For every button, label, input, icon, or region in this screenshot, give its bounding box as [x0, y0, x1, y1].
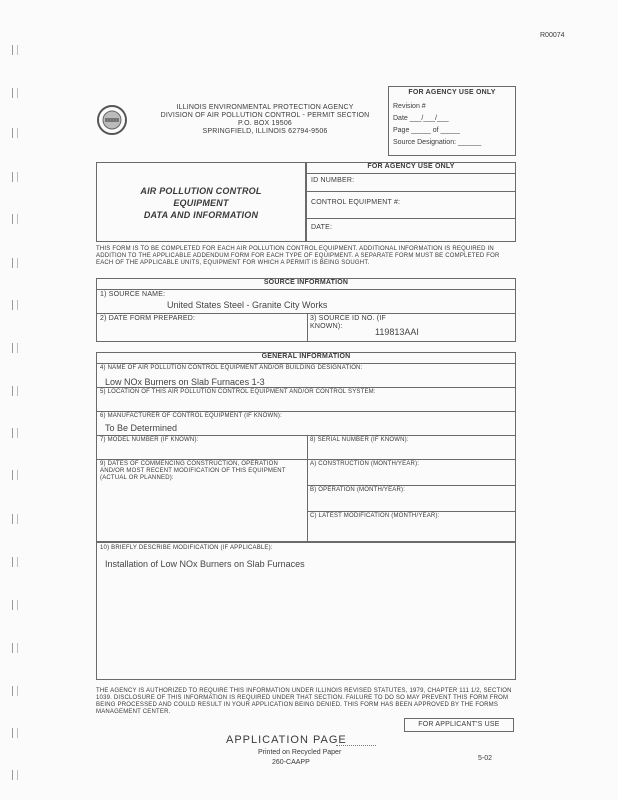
agency-only-header: FOR AGENCY USE ONLY [307, 163, 515, 174]
printed-on-recycled: Printed on Recycled Paper [258, 749, 342, 756]
date-label: DATE: [311, 224, 333, 231]
agency-seal-icon [96, 104, 128, 136]
revision-field: Revision # [393, 103, 426, 110]
page-code: 5-02 [478, 755, 493, 762]
q4-value: Low NOx Burners on Slab Furnaces 1-3 [105, 377, 265, 387]
q8-label: 8) SERIAL NUMBER (IF KNOWN): [310, 437, 409, 443]
general-information-header: GENERAL INFORMATION [97, 353, 515, 364]
q9-label: 9) DATES OF COMMENCING CONSTRUCTION, OPERATION AND/OR MOST RECENT MODIFICATION OF THIS EQUIPMENT (ACTUAL OR PLANNED): [100, 461, 286, 481]
general-information-section [96, 352, 516, 542]
modification-description-section [96, 542, 516, 680]
q10-label: 10) BRIEFLY DESCRIBE MODIFICATION (IF APPLICABLE): [100, 545, 273, 551]
source-information-section [96, 278, 516, 342]
construction-date-label: A) CONSTRUCTION (MONTH/YEAR): [310, 461, 420, 467]
document-code: R00074 [540, 32, 565, 39]
footer-notice: THE AGENCY IS AUTHORIZED TO REQUIRE THIS INFORMATION UNDER ILLINOIS REVISED STATUTES, 1979, CHAPTER 111 1/2, SECTION 1039. DISCLOSURE OF THIS INFORMATION IS REQUIRED UNDER THAT SECTION. FAILURE TO DO SO MAY PREVENT THIS FORM FROM BEING PROCESSED AND COULD RESULT IN YOUR APPLICATION BEING DENIED. THIS FORM HAS BEEN APPROVED BY THE FORMS MANAGEMENT CENTER. [96, 688, 512, 715]
agency-address: ILLINOIS ENVIRONMENTAL PROTECTION AGENCY DIVISION OF AIR POLLUTION CONTROL - PERMIT SECTION P.O. BOX 19506 SPRINGFIELD, ILLINOIS 62794-9506 [160, 104, 370, 135]
q4-label: 4) NAME OF AIR POLLUTION CONTROL EQUIPMENT AND/OR BUILDING DESIGNATION: [100, 365, 363, 371]
form-number: 260-CAAPP [272, 759, 310, 766]
q10-value: Installation of Low NOx Burners on Slab Furnaces [105, 559, 305, 569]
form-title-line-2: EQUIPMENT [173, 198, 229, 208]
operation-date-label: B) OPERATION (MONTH/YEAR): [310, 487, 406, 493]
instructions-text: THIS FORM IS TO BE COMPLETED FOR EACH AIR POLLUTION CONTROL EQUIPMENT. ADDITIONAL INFORMATION IS REQUIRED IN ADDITION TO THE APPLICABLE ADDENDUM FORM FOR EACH TYPE OF EQUIPMENT. A SEPARATE FORM MUST BE COMPLETED FOR EACH OF THE APPLICABLE UNITS, EQUIPMENT FOR WHICH A PERMIT IS BEING SOUGHT. [96, 246, 500, 266]
agency-use-title: FOR AGENCY USE ONLY [408, 89, 496, 96]
agency-only-box [306, 162, 516, 242]
q5-label: 5) LOCATION OF THIS AIR POLLUTION CONTROL EQUIPMENT AND/OR CONTROL SYSTEM: [100, 389, 376, 395]
agency-use-box [388, 86, 516, 156]
q6-value: To Be Determined [105, 423, 178, 433]
source-id-value: 119813AAI [375, 327, 419, 337]
application-page-title: APPLICATION PAGE [226, 734, 347, 746]
date-field: Date ___/___/___ [393, 115, 449, 122]
source-name-label: 1) SOURCE NAME: [100, 291, 166, 298]
control-equipment-label: CONTROL EQUIPMENT #: [311, 199, 401, 206]
date-form-prepared-label: 2) DATE FORM PREPARED: [100, 315, 196, 322]
latest-modification-label: C) LATEST MODIFICATION (MONTH/YEAR): [310, 513, 440, 519]
form-title-line-3: DATA AND INFORMATION [143, 210, 259, 220]
form-title-line-1: AIR POLLUTION CONTROL [140, 186, 262, 196]
source-id-label: 3) SOURCE ID NO. (IF KNOWN): [310, 315, 386, 330]
applicant-use-box: FOR APPLICANT'S USE [404, 718, 514, 732]
source-information-header: SOURCE INFORMATION [97, 279, 515, 290]
page-field: Page _____ of _____ [393, 127, 460, 134]
source-name-value: United States Steel - Granite City Works [167, 300, 328, 310]
source-designation-field: Source Designation: ______ [393, 139, 482, 146]
id-number-label: ID NUMBER: [311, 177, 355, 184]
q6-label: 6) MANUFACTURER OF CONTROL EQUIPMENT (IF KNOWN): [100, 413, 282, 419]
form-title-box [96, 162, 306, 242]
q7-label: 7) MODEL NUMBER (IF KNOWN): [100, 437, 199, 443]
